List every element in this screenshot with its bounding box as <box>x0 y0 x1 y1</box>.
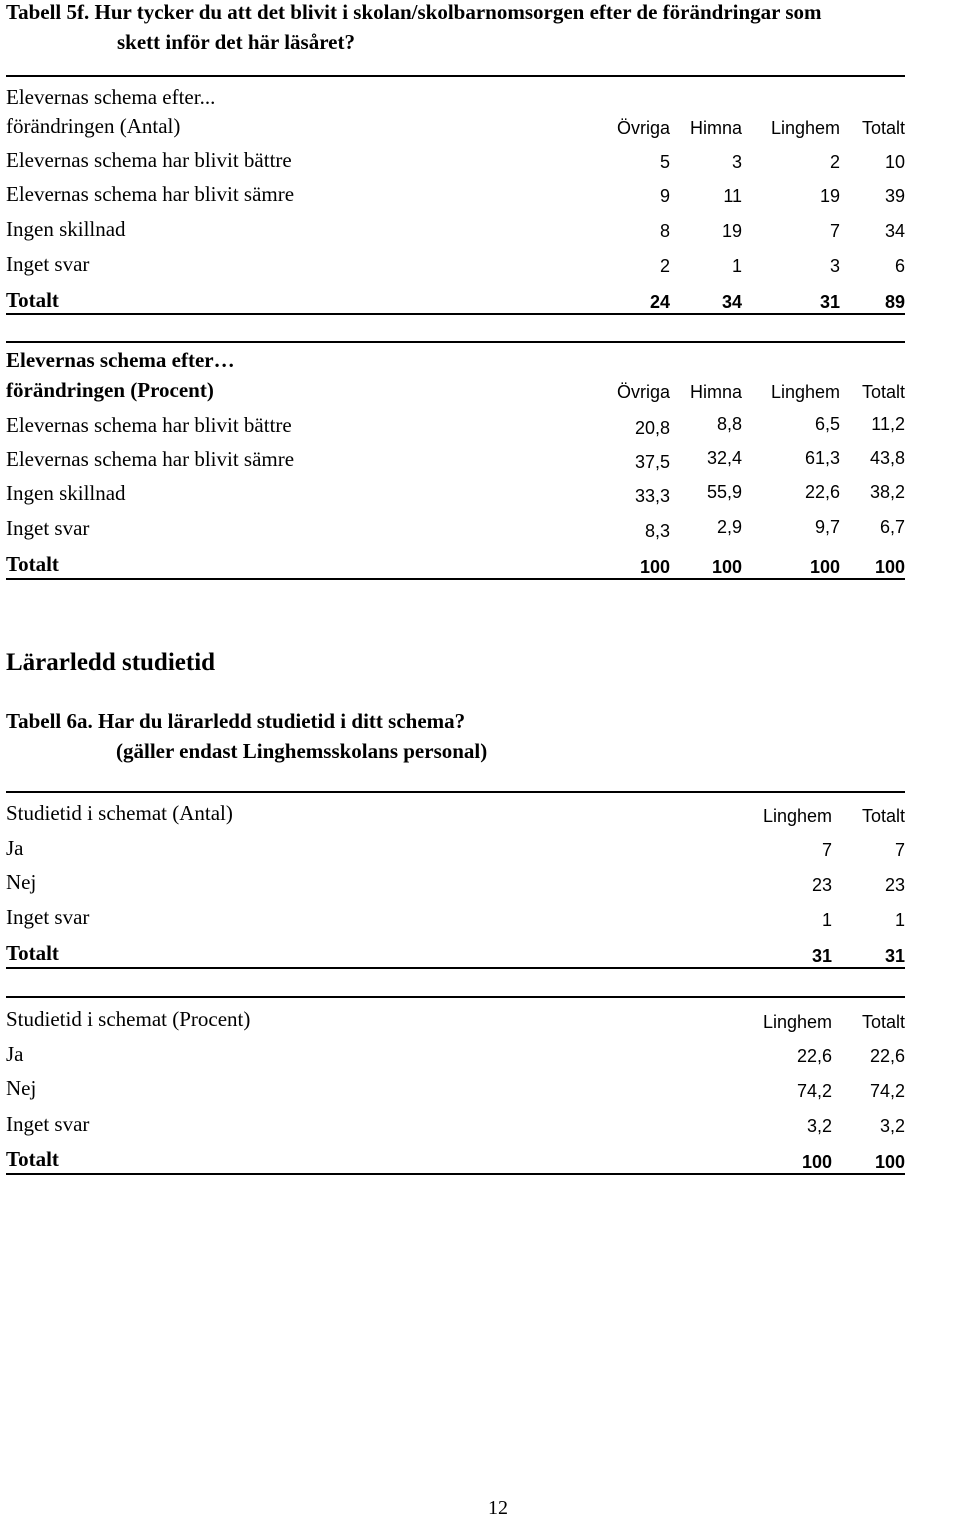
row-label: Inget svar <box>6 1112 90 1136</box>
table-cell: 22,6 <box>796 1046 832 1066</box>
row-label: Inget svar <box>6 516 90 540</box>
total-cell: 34 <box>721 292 742 312</box>
column-header: Totalt <box>861 1012 905 1032</box>
column-header: Linghem <box>770 382 840 402</box>
total-label: Totalt <box>6 1147 59 1171</box>
row-label: Elevernas schema har blivit bättre <box>6 148 292 172</box>
stub-header-line1: Elevernas schema efter… <box>6 348 235 372</box>
table-cell: 37,5 <box>634 452 670 472</box>
row-label: Ingen skillnad <box>6 217 126 241</box>
table-cell: 3 <box>829 256 840 276</box>
total-label: Totalt <box>6 552 59 576</box>
total-cell: 31 <box>884 946 905 966</box>
total-label: Totalt <box>6 288 59 312</box>
table-cell: 2 <box>659 256 670 276</box>
table-cell: 61,3 <box>804 448 840 468</box>
table-cell: 2,9 <box>716 517 742 537</box>
row-label: Elevernas schema har blivit sämre <box>6 182 295 206</box>
table-cell: 19 <box>819 186 840 206</box>
page-number: 12 <box>488 1497 508 1519</box>
total-cell: 100 <box>711 557 742 577</box>
total-label: Totalt <box>6 941 59 965</box>
table-top-rule <box>6 791 905 793</box>
table-cell: 3,2 <box>806 1116 832 1136</box>
column-header: Övriga <box>616 382 670 402</box>
table-cell: 22,6 <box>869 1046 905 1066</box>
column-header: Linghem <box>762 806 832 826</box>
table-cell: 6,7 <box>879 517 905 537</box>
stub-header-line2: förändringen (Antal) <box>6 114 181 138</box>
table-cell: 6,5 <box>814 414 840 434</box>
column-header: Linghem <box>762 1012 832 1032</box>
table-cell: 20,8 <box>634 418 670 438</box>
table-cell: 1 <box>894 910 905 930</box>
table-cell: 7 <box>894 840 905 860</box>
table-cell: 1 <box>821 910 832 930</box>
stub-header: Studietid i schemat (Antal) <box>6 801 233 825</box>
table-top-rule <box>6 341 905 343</box>
table-cell: 5 <box>659 152 670 172</box>
column-header: Totalt <box>861 382 905 402</box>
table-5f-title-line1: Tabell 5f. Hur tycker du att det blivit i skolan/skolbarnomsorgen efter de förändringar som <box>6 0 822 24</box>
row-label: Ja <box>6 1042 24 1066</box>
total-cell: 100 <box>639 557 670 577</box>
table-6a-title-line2: (gäller endast Linghemsskolans personal) <box>116 739 488 763</box>
table-cell: 74,2 <box>869 1081 905 1101</box>
table-cell: 8,8 <box>716 414 742 434</box>
table-cell: 33,3 <box>634 486 670 506</box>
stub-header-line1: Elevernas schema efter... <box>6 85 216 109</box>
table-cell: 39 <box>884 186 905 206</box>
total-cell: 24 <box>649 292 670 312</box>
column-header: Övriga <box>616 118 670 138</box>
column-header: Linghem <box>770 118 840 138</box>
table-cell: 6 <box>894 256 905 276</box>
row-label: Inget svar <box>6 905 90 929</box>
table-cell: 55,9 <box>706 482 742 502</box>
table-bottom-rule <box>6 967 905 969</box>
total-cell: 100 <box>809 557 840 577</box>
table-top-rule <box>6 996 905 998</box>
table-bottom-rule <box>6 313 905 315</box>
table-cell: 23 <box>884 875 905 895</box>
row-label: Elevernas schema har blivit sämre <box>6 447 295 471</box>
column-header: Totalt <box>861 806 905 826</box>
table-bottom-rule <box>6 578 905 580</box>
table-cell: 10 <box>884 152 905 172</box>
table-cell: 9 <box>659 186 670 206</box>
table-cell: 3,2 <box>879 1116 905 1136</box>
table-5f-title <box>6 0 822 57</box>
table-cell: 7 <box>829 221 840 241</box>
total-cell: 100 <box>801 1152 832 1172</box>
total-cell: 31 <box>819 292 840 312</box>
table-cell: 8 <box>659 221 670 241</box>
row-label: Nej <box>6 1076 37 1100</box>
table-cell: 38,2 <box>869 482 905 502</box>
table-cell: 43,8 <box>869 448 905 468</box>
table-cell: 8,3 <box>644 521 670 541</box>
table-5f-title-line2: skett inför det här läsåret? <box>117 30 355 54</box>
column-header: Totalt <box>861 118 905 138</box>
table-6a-title-line1: Tabell 6a. Har du lärarledd studietid i ditt schema? <box>6 709 466 733</box>
table-cell: 1 <box>731 256 742 276</box>
table-cell: 11 <box>723 186 742 206</box>
table-cell: 11,2 <box>871 414 905 434</box>
table-cell: 23 <box>811 875 832 895</box>
table-cell: 34 <box>884 221 905 241</box>
table-cell: 74,2 <box>796 1081 832 1101</box>
table-cell: 7 <box>821 840 832 860</box>
row-label: Ja <box>6 836 24 860</box>
column-header: Himna <box>689 118 742 138</box>
section-heading: Lärarledd studietid <box>6 649 216 676</box>
total-cell: 100 <box>874 557 905 577</box>
table-6a-title <box>6 706 487 766</box>
table-cell: 22,6 <box>804 482 840 502</box>
row-label: Nej <box>6 870 37 894</box>
table-cell: 3 <box>731 152 742 172</box>
table-top-rule <box>6 75 905 77</box>
stub-header-line2: förändringen (Procent) <box>6 378 214 402</box>
table-cell: 2 <box>829 152 840 172</box>
row-label: Ingen skillnad <box>6 481 126 505</box>
total-cell: 89 <box>884 292 905 312</box>
total-cell: 31 <box>811 946 832 966</box>
table-cell: 32,4 <box>706 448 742 468</box>
column-header: Himna <box>689 382 742 402</box>
table-cell: 19 <box>721 221 742 241</box>
table-cell: 9,7 <box>814 517 840 537</box>
row-label: Elevernas schema har blivit bättre <box>6 413 292 437</box>
row-label: Inget svar <box>6 252 90 276</box>
stub-header: Studietid i schemat (Procent) <box>6 1007 251 1031</box>
table-bottom-rule <box>6 1173 905 1175</box>
total-cell: 100 <box>874 1152 905 1172</box>
